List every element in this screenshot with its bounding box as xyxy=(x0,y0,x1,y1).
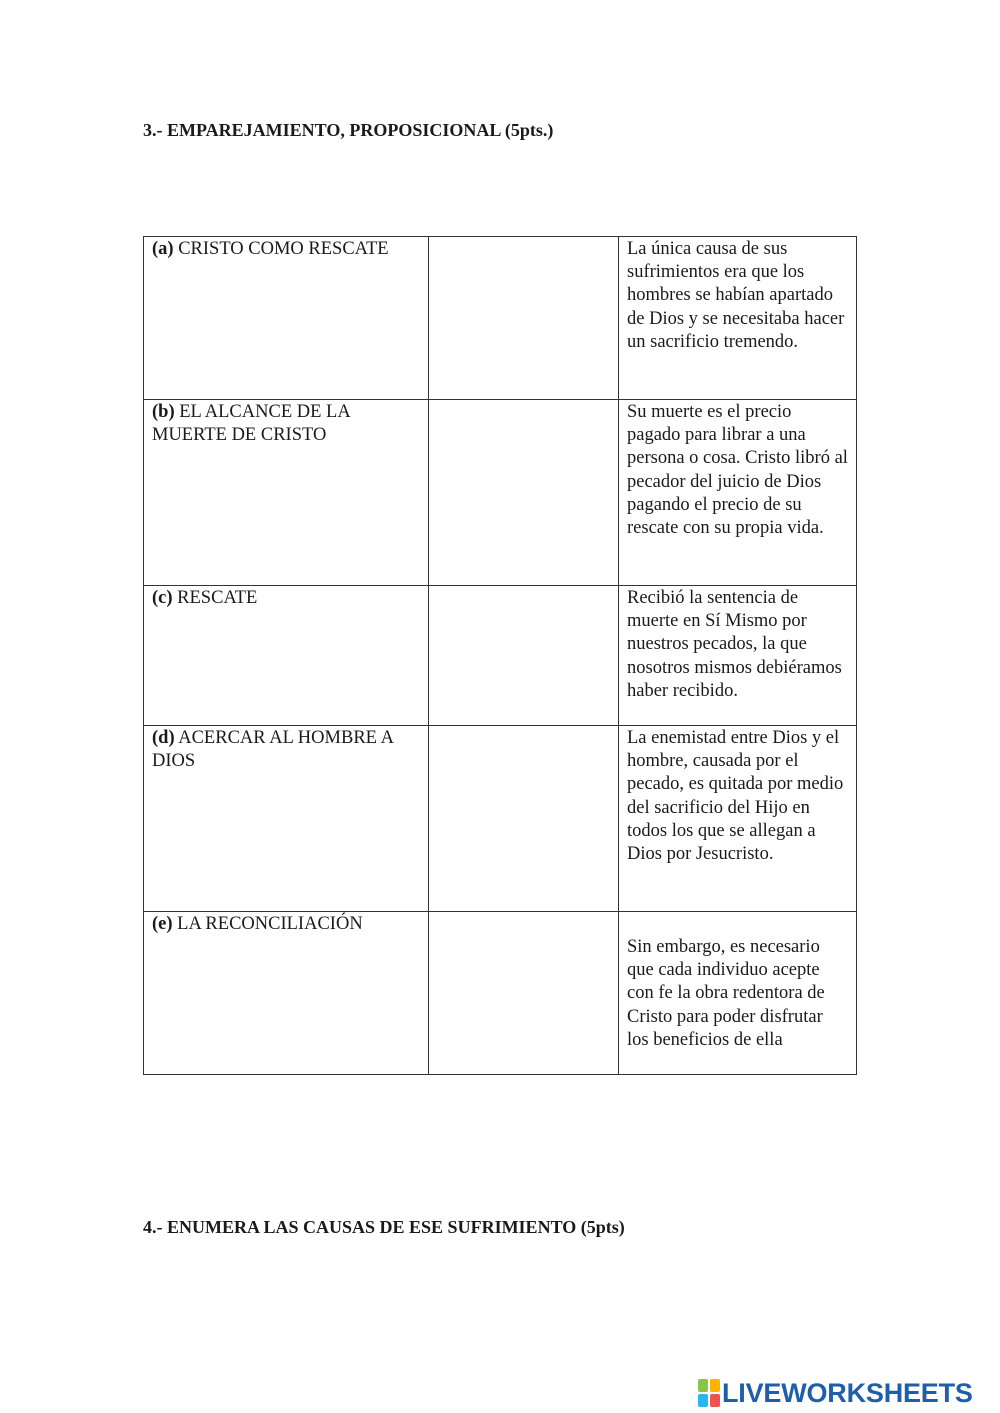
section-4-title: 4.- ENUMERA LAS CAUSAS DE ESE SUFRIMIENTO (5pts) xyxy=(143,1217,625,1237)
item-letter: (c) xyxy=(152,588,173,608)
answer-cell[interactable] xyxy=(429,726,619,912)
description-cell: La única causa de sus sufrimientos era que los hombres se habían apartado de Dios y se necesitaba hacer un sacrificio tremendo. xyxy=(619,237,857,400)
term-cell xyxy=(144,400,429,586)
answer-cell[interactable] xyxy=(429,586,619,726)
table-row xyxy=(144,586,857,726)
table-row xyxy=(144,400,857,586)
item-letter: (b) xyxy=(152,402,175,422)
item-term: CRISTO COMO RESCATE xyxy=(173,239,389,259)
item-term: ACERCAR AL HOMBRE A DIOS xyxy=(152,728,393,772)
item-letter: (d) xyxy=(152,728,175,748)
table-row xyxy=(144,912,857,1075)
item-letter: (a) xyxy=(152,239,174,259)
description-cell: Sin embargo, es necesario que cada individuo acepte con fe la obra redentora de Cristo para poder disfrutar los beneficios de ella xyxy=(619,912,857,1075)
term-cell xyxy=(144,586,429,726)
description-cell: Recibió la sentencia de muerte en Sí Mismo por nuestros pecados, la que nosotros mismos debiéramos haber recibido. xyxy=(619,586,857,726)
answer-cell[interactable] xyxy=(429,400,619,586)
item-term: EL ALCANCE DE LA MUERTE DE CRISTO xyxy=(152,402,350,446)
item-term: RESCATE xyxy=(172,588,258,608)
matching-table xyxy=(143,236,857,1075)
item-term: LA RECONCILIACIÓN xyxy=(172,914,363,934)
logo-text: LIVEWORKSHEETS xyxy=(722,1377,973,1408)
table-row xyxy=(144,726,857,912)
item-letter: (e) xyxy=(152,914,173,934)
term-cell xyxy=(144,912,429,1075)
term-cell xyxy=(144,726,429,912)
description-cell: Su muerte es el precio pagado para librar a una persona o cosa. Cristo libró al pecador del juicio de Dios pagando el precio de su rescate con su propia vida. xyxy=(619,400,857,586)
description-cell: La enemistad entre Dios y el hombre, causada por el pecado, es quitada por medio del sacrificio del Hijo en todos los que se allegan a Dios por Jesucristo. xyxy=(619,726,857,912)
term-cell xyxy=(144,237,429,400)
answer-cell[interactable] xyxy=(429,237,619,400)
answer-cell[interactable] xyxy=(429,912,619,1075)
liveworksheets-logo-icon xyxy=(698,1379,720,1407)
table-row xyxy=(144,237,857,400)
liveworksheets-logo[interactable] xyxy=(698,1378,973,1408)
section-3-title: 3.- EMPAREJAMIENTO, PROPOSICIONAL (5pts.) xyxy=(143,120,554,140)
